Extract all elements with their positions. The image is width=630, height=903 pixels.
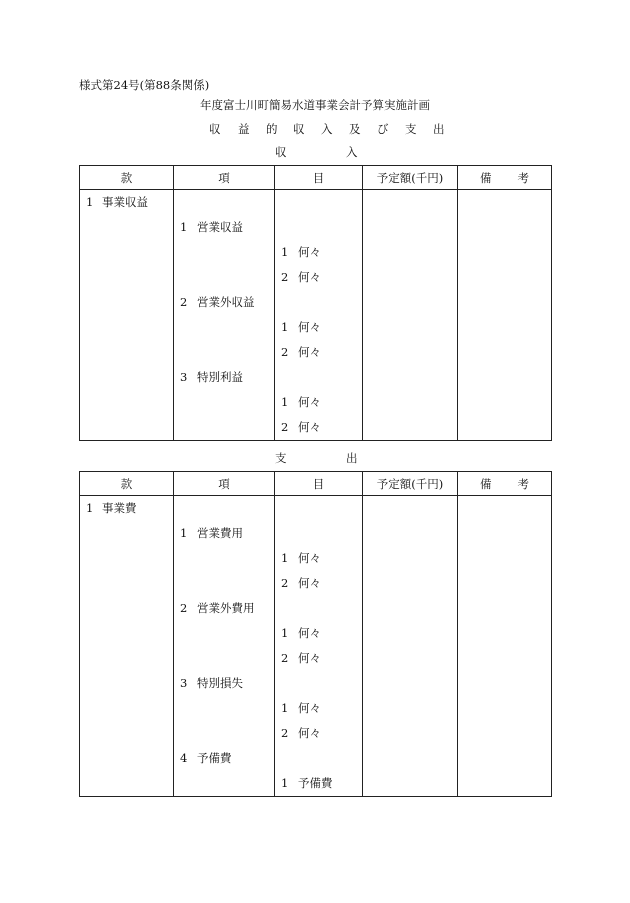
- expense-heading-char: 支: [275, 451, 287, 465]
- moku-label: 何々: [298, 345, 321, 359]
- yotei-cell: [363, 496, 458, 797]
- yotei-cell: [363, 190, 458, 441]
- biko-cell: [458, 190, 552, 441]
- kou-label: 営業外収益: [197, 295, 255, 309]
- moku-num: 1: [281, 776, 289, 790]
- moku-label: 何々: [298, 420, 321, 434]
- kou-num: 1: [180, 526, 188, 540]
- document-title: 年度富士川町簡易水道事業会計予算実施計画: [200, 98, 430, 112]
- moku-label: 何々: [298, 576, 321, 590]
- subtitle-char: 出: [433, 122, 445, 136]
- kou-label: 特別損失: [197, 676, 243, 690]
- subtitle-char: 入: [321, 122, 333, 136]
- moku-label: 何々: [298, 395, 321, 409]
- kou-cell: [174, 496, 275, 797]
- kou-label: 営業外費用: [197, 601, 255, 615]
- kou-num: 2: [180, 601, 188, 615]
- kou-num: 3: [180, 370, 188, 384]
- moku-num: 1: [281, 320, 289, 334]
- kan-num: 1: [86, 501, 94, 515]
- moku-label: 何々: [298, 626, 321, 640]
- moku-num: 2: [281, 726, 289, 740]
- header-biko: [458, 166, 552, 190]
- biko-cell: [458, 496, 552, 797]
- table-body-row: [80, 496, 552, 797]
- subtitle-char: び: [377, 122, 389, 136]
- kou-label: 予備費: [197, 751, 232, 765]
- moku-cell: [275, 496, 363, 797]
- header-biko-char: 備: [480, 476, 492, 491]
- header-moku: 目: [275, 166, 363, 190]
- moku-label: 何々: [298, 270, 321, 284]
- kan-label: 事業収益: [102, 195, 148, 209]
- expense-heading-char: 出: [346, 451, 358, 465]
- expense-table: [79, 471, 552, 797]
- header-biko-char: 考: [517, 170, 529, 185]
- kan-num: 1: [86, 195, 94, 209]
- moku-label: 予備費: [298, 776, 333, 790]
- header-kou: 項: [174, 472, 275, 496]
- kou-num: 4: [180, 751, 188, 765]
- income-heading-char: 入: [346, 145, 358, 159]
- moku-label: 何々: [298, 651, 321, 665]
- subtitle-char: 及: [349, 122, 361, 136]
- kan-cell: [80, 190, 174, 441]
- kou-num: 3: [180, 676, 188, 690]
- header-biko-char: 備: [480, 170, 492, 185]
- kou-cell: [174, 190, 275, 441]
- kou-label: 特別利益: [197, 370, 243, 384]
- subtitle-char: 的: [266, 122, 278, 136]
- moku-label: 何々: [298, 551, 321, 565]
- income-table: [79, 165, 552, 441]
- header-moku: 目: [275, 472, 363, 496]
- kou-num: 1: [180, 220, 188, 234]
- moku-label: 何々: [298, 245, 321, 259]
- header-kan: 款: [80, 166, 174, 190]
- kan-label: 事業費: [102, 501, 137, 515]
- kan-cell: [80, 496, 174, 797]
- moku-cell: [275, 190, 363, 441]
- kou-num: 2: [180, 295, 188, 309]
- subtitle-char: 支: [405, 122, 417, 136]
- moku-num: 2: [281, 420, 289, 434]
- moku-num: 1: [281, 395, 289, 409]
- income-heading-char: 収: [275, 145, 287, 159]
- moku-label: 何々: [298, 320, 321, 334]
- moku-num: 1: [281, 245, 289, 259]
- kou-label: 営業費用: [197, 526, 243, 540]
- moku-label: 何々: [298, 726, 321, 740]
- moku-num: 1: [281, 626, 289, 640]
- moku-num: 2: [281, 576, 289, 590]
- moku-label: 何々: [298, 701, 321, 715]
- header-yotei: 予定額(千円): [363, 472, 458, 496]
- subtitle-char: 益: [238, 122, 250, 136]
- table-body-row: [80, 190, 552, 441]
- header-biko-char: 考: [517, 476, 529, 491]
- moku-num: 2: [281, 270, 289, 284]
- header-kou: 項: [174, 166, 275, 190]
- moku-num: 2: [281, 345, 289, 359]
- subtitle-char: 収: [209, 122, 221, 136]
- subtitle-char: 収: [293, 122, 305, 136]
- kou-label: 営業収益: [197, 220, 243, 234]
- table-header-row: [80, 472, 552, 496]
- header-kan: 款: [80, 472, 174, 496]
- form-label: 様式第24号(第88条関係): [79, 78, 210, 92]
- table-header-row: [80, 166, 552, 190]
- moku-num: 1: [281, 551, 289, 565]
- moku-num: 2: [281, 651, 289, 665]
- moku-num: 1: [281, 701, 289, 715]
- header-biko: [458, 472, 552, 496]
- header-yotei: 予定額(千円): [363, 166, 458, 190]
